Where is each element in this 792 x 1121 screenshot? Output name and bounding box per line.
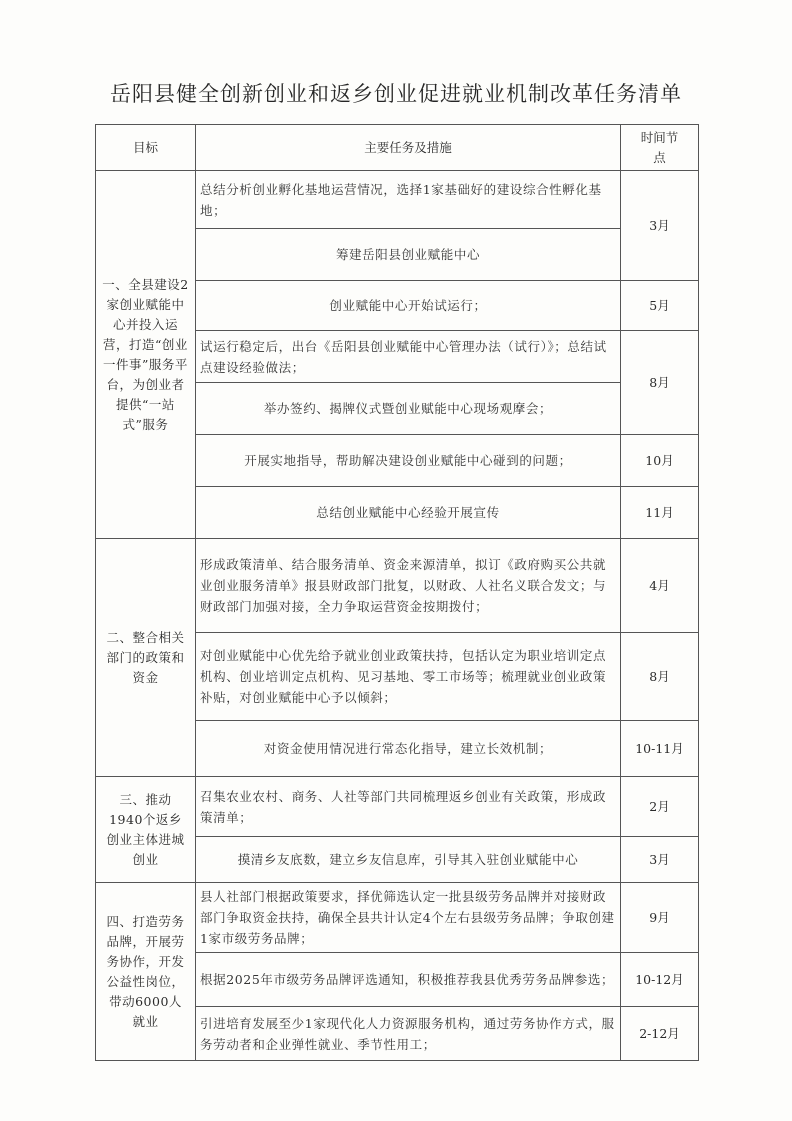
table-row [96, 539, 699, 633]
time-cell: 8月 [621, 331, 699, 435]
time-cell: 9月 [621, 883, 699, 953]
task-cell: 创业赋能中心开始试运行； [196, 281, 621, 331]
time-cell: 4月 [621, 539, 699, 633]
time-cell: 11月 [621, 487, 699, 539]
task-cell: 总结分析创业孵化基地运营情况，选择1家基础好的建设综合性孵化基地； [196, 171, 621, 229]
task-cell: 引进培育发展至少1家现代化人力资源服务机构，通过劳务协作方式，服务劳动者和企业弹性就业、季节性用工； [196, 1007, 621, 1061]
time-cell: 10月 [621, 435, 699, 487]
goal-cell: 二、整合相关部门的政策和资金 [96, 539, 196, 777]
table-row [96, 171, 699, 229]
table-header-row [96, 125, 699, 171]
time-cell: 8月 [621, 633, 699, 721]
task-cell: 召集农业农村、商务、人社等部门共同梳理返乡创业有关政策，形成政策清单； [196, 777, 621, 837]
goal-cell: 一、全县建设2家创业赋能中心并投入运营，打造“创业一件事”服务平台，为创业者提供“一站式”服务 [96, 171, 196, 539]
time-cell: 10-12月 [621, 953, 699, 1007]
header-goal: 目标 [96, 125, 196, 171]
time-cell: 5月 [621, 281, 699, 331]
task-cell: 筹建岳阳县创业赋能中心 [196, 229, 621, 281]
time-cell: 2月 [621, 777, 699, 837]
task-cell: 对资金使用情况进行常态化指导，建立长效机制； [196, 721, 621, 777]
time-cell: 2-12月 [621, 1007, 699, 1061]
task-cell: 摸清乡友底数，建立乡友信息库，引导其入驻创业赋能中心 [196, 837, 621, 883]
time-cell: 10-11月 [621, 721, 699, 777]
table-row [96, 883, 699, 953]
table-row [96, 777, 699, 837]
page-title: 岳阳县健全创新创业和返乡创业促进就业机制改革任务清单 [110, 82, 682, 106]
task-cell: 试运行稳定后，出台《岳阳县创业赋能中心管理办法（试行）》；总结试点建设经验做法； [196, 331, 621, 383]
task-cell: 县人社部门根据政策要求，择优筛选认定一批县级劳务品牌并对接财政部门争取资金扶持，确保全县共计认定4个左右县级劳务品牌；争取创建1家市级劳务品牌； [196, 883, 621, 953]
time-cell: 3月 [621, 171, 699, 281]
task-table [95, 124, 699, 1061]
goal-cell: 三、推动1940个返乡创业主体进城创业 [96, 777, 196, 883]
task-cell: 对创业赋能中心优先给予就业创业政策扶持，包括认定为职业培训定点机构、创业培训定点机构、见习基地、零工市场等；梳理就业创业政策补贴，对创业赋能中心予以倾斜； [196, 633, 621, 721]
time-cell: 3月 [621, 837, 699, 883]
task-cell: 根据2025年市级劳务品牌评选通知，积极推荐我县优秀劳务品牌参选； [196, 953, 621, 1007]
header-time: 时间节点 [621, 125, 699, 171]
header-task: 主要任务及措施 [196, 125, 621, 171]
task-cell: 开展实地指导，帮助解决建设创业赋能中心碰到的问题； [196, 435, 621, 487]
task-cell: 形成政策清单、结合服务清单、资金来源清单，拟订《政府购买公共就业创业服务清单》报县财政部门批复，以财政、人社名义联合发文；与财政部门加强对接，全力争取运营资金按期拨付； [196, 539, 621, 633]
task-cell: 总结创业赋能中心经验开展宣传 [196, 487, 621, 539]
task-cell: 举办签约、揭牌仪式暨创业赋能中心现场观摩会； [196, 383, 621, 435]
goal-cell: 四、打造劳务品牌，开展劳务协作，开发公益性岗位，带动6000人就业 [96, 883, 196, 1061]
